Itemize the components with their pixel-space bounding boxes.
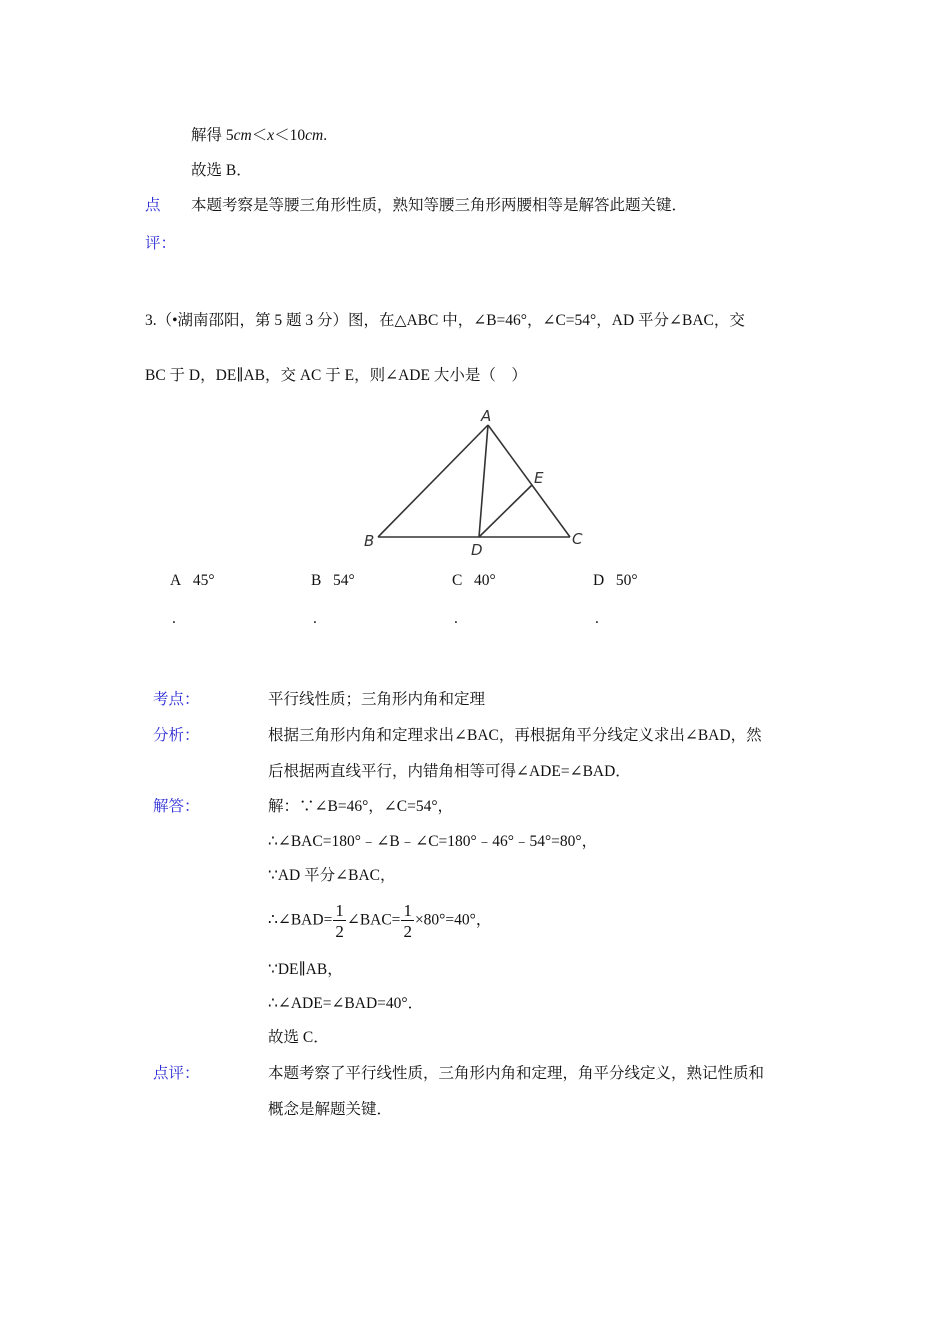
fraction-half-1: $\frac{1}{2}$ [335, 901, 344, 941]
jieda-label: 解答： [153, 798, 200, 815]
comment-label-part2: 评： [145, 235, 177, 252]
solution-step-5: ∵DE∥AB， [268, 961, 343, 978]
option-a-dot: . [172, 610, 176, 627]
segment-ab [378, 425, 488, 537]
question-line-2: BC 于 D，DE∥AB，交 AC 于 E，则∠ADE 大小是（ ） [145, 367, 527, 384]
dianping-label: 点评： [153, 1065, 200, 1082]
option-b: B 54° [311, 572, 355, 589]
dianping-text-1: 本题考察了平行线性质，三角形内角和定理，角平分线定义，熟记性质和 [268, 1065, 765, 1082]
fraction-half-2: $\frac{1}{2}$ [403, 901, 412, 941]
solution-step-3: ∵AD 平分∠BAC， [268, 867, 396, 884]
segment-ad [479, 425, 488, 537]
segment-de [479, 485, 532, 537]
comment-label-part1: 点 [145, 197, 161, 214]
label-d: D [471, 541, 483, 555]
option-c-dot: . [454, 610, 458, 627]
segment-ac [488, 425, 570, 537]
question-line-1 [145, 313, 745, 329]
kaodian-label: 考点： [153, 691, 200, 708]
choice-line: 故选 B． [191, 162, 252, 179]
solution-step-1: 解：∵∠B=46°，∠C=54°， [268, 798, 454, 815]
question-text-1: （•湖南邵阳，第 5 题 3 分）图，在△ABC 中，∠B=46°，∠C=54°，AD 平分∠BAC，交 [156, 312, 745, 329]
option-d: D 50° [593, 572, 638, 589]
comment-text: 本题考察是等腰三角形性质，熟知等腰三角形两腰相等是解答此题关键． [191, 197, 688, 214]
triangle-figure [360, 405, 600, 555]
label-e: E [534, 469, 544, 487]
option-a: A 45° [170, 572, 215, 589]
label-b: B [364, 532, 375, 550]
kaodian-text: 平行线性质；三角形内角和定理 [268, 691, 486, 708]
option-b-dot: . [313, 610, 317, 627]
option-d-dot: . [595, 610, 599, 627]
solve-result-line: 解得 5cm＜x＜10cm. [191, 127, 328, 144]
label-c: C [572, 530, 583, 548]
question-number: 3. [145, 312, 157, 329]
fenxi-text-2: 后根据两直线平行，内错角相等可得∠ADE=∠BAD． [268, 763, 631, 780]
option-c: C 40° [452, 572, 496, 589]
solution-step-4: ∴∠BAD= $\frac{1}{2}$ ∠BAC= $\frac{1}{2}$ ×80°=40°， [268, 901, 492, 941]
fenxi-text-1: 根据三角形内角和定理求出∠BAC，再根据角平分线定义求出∠BAD，然 [268, 727, 762, 744]
label-a: A [481, 407, 492, 425]
fenxi-label: 分析： [153, 727, 200, 744]
dianping-text-2: 概念是解题关键． [268, 1101, 393, 1118]
solution-step-6: ∴∠ADE=∠BAD=40°． [268, 995, 424, 1012]
solution-step-7: 故选 C． [268, 1029, 329, 1046]
solution-step-2: ∴∠BAC=180°﹣∠B﹣∠C=180°﹣46°﹣54°=80°， [268, 833, 598, 850]
